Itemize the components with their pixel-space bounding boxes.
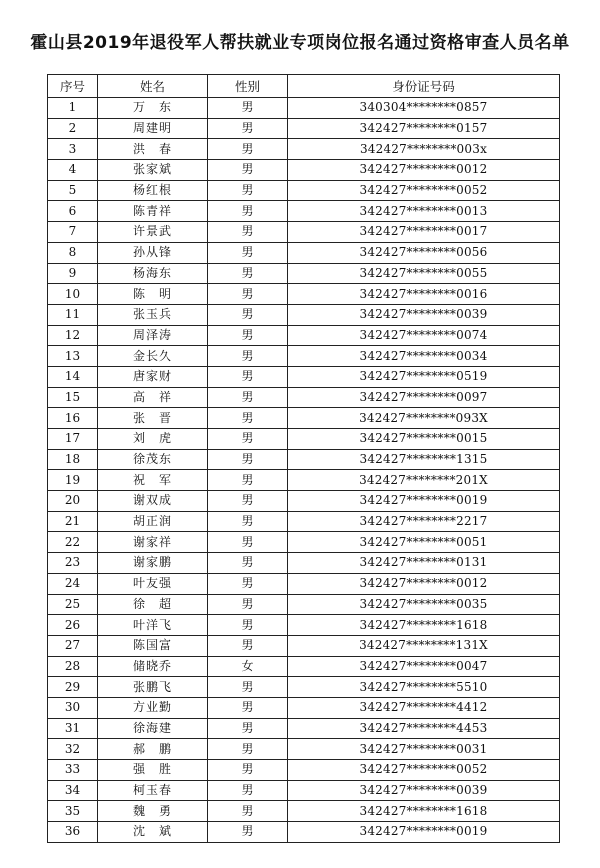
cell-serial-number: 28 [48,656,98,677]
cell-gender: 男 [208,408,288,429]
cell-name: 魏 勇 [98,801,208,822]
cell-serial-number: 8 [48,242,98,263]
cell-serial-number: 26 [48,615,98,636]
cell-id-number: 342427********0052 [288,180,560,201]
cell-name: 周建明 [98,118,208,139]
table-row [48,656,560,677]
cell-id-number: 342427********0012 [288,160,560,181]
cell-gender: 男 [208,594,288,615]
cell-serial-number: 33 [48,760,98,781]
table-row [48,594,560,615]
cell-id-number: 342427********0019 [288,822,560,843]
cell-name: 杨海东 [98,263,208,284]
cell-id-number: 342427********2217 [288,511,560,532]
cell-serial-number: 10 [48,284,98,305]
table-row [48,263,560,284]
cell-name: 谢家祥 [98,532,208,553]
cell-gender: 男 [208,553,288,574]
cell-id-number: 342427********201X [288,470,560,491]
cell-serial-number: 32 [48,739,98,760]
cell-gender: 男 [208,449,288,470]
cell-name: 陈青祥 [98,201,208,222]
table-row [48,553,560,574]
cell-serial-number: 2 [48,118,98,139]
cell-id-number: 342427********0047 [288,656,560,677]
cell-name: 洪 春 [98,139,208,160]
cell-gender: 男 [208,760,288,781]
cell-name: 唐家财 [98,366,208,387]
header-id-number: 身份证号码 [288,75,560,98]
cell-gender: 男 [208,532,288,553]
cell-name: 张家斌 [98,160,208,181]
cell-gender: 男 [208,325,288,346]
cell-id-number: 342427********0039 [288,304,560,325]
table-row [48,470,560,491]
cell-name: 谢双成 [98,491,208,512]
cell-id-number: 342427********0034 [288,346,560,367]
cell-id-number: 342427********0019 [288,491,560,512]
table-row [48,718,560,739]
cell-gender: 男 [208,346,288,367]
cell-gender: 男 [208,304,288,325]
table-row [48,429,560,450]
cell-gender: 男 [208,491,288,512]
cell-serial-number: 23 [48,553,98,574]
table-row [48,242,560,263]
cell-gender: 男 [208,180,288,201]
table-row [48,449,560,470]
header-gender: 性别 [208,75,288,98]
cell-serial-number: 3 [48,139,98,160]
cell-name: 徐 超 [98,594,208,615]
cell-name: 陈国富 [98,635,208,656]
cell-serial-number: 15 [48,387,98,408]
cell-gender: 男 [208,718,288,739]
header-name: 姓名 [98,75,208,98]
cell-name: 谢家鹏 [98,553,208,574]
table-row [48,304,560,325]
cell-id-number: 342427********4453 [288,718,560,739]
cell-name: 张 晋 [98,408,208,429]
table-row [48,98,560,119]
cell-name: 周泽涛 [98,325,208,346]
cell-name: 祝 军 [98,470,208,491]
cell-gender: 男 [208,222,288,243]
cell-id-number: 342427********0039 [288,780,560,801]
cell-serial-number: 9 [48,263,98,284]
table-row [48,491,560,512]
table-row [48,615,560,636]
cell-name: 胡正润 [98,511,208,532]
cell-gender: 男 [208,511,288,532]
cell-name: 陈 明 [98,284,208,305]
cell-name: 孙从锋 [98,242,208,263]
cell-name: 徐海建 [98,718,208,739]
cell-name: 徐茂东 [98,449,208,470]
cell-gender: 男 [208,739,288,760]
cell-gender: 男 [208,366,288,387]
table-row [48,284,560,305]
cell-id-number: 342427********0131 [288,553,560,574]
table-row [48,760,560,781]
cell-serial-number: 4 [48,160,98,181]
cell-name: 叶洋飞 [98,615,208,636]
cell-id-number: 342427********131X [288,635,560,656]
cell-id-number: 342427********0015 [288,429,560,450]
cell-gender: 男 [208,387,288,408]
cell-serial-number: 16 [48,408,98,429]
cell-id-number: 342427********5510 [288,677,560,698]
table-row [48,160,560,181]
table-row [48,532,560,553]
cell-gender: 男 [208,201,288,222]
cell-serial-number: 31 [48,718,98,739]
cell-gender: 男 [208,139,288,160]
cell-serial-number: 30 [48,697,98,718]
cell-gender: 男 [208,118,288,139]
cell-serial-number: 22 [48,532,98,553]
table-row [48,201,560,222]
table-row [48,511,560,532]
table-header-row [48,75,560,98]
cell-serial-number: 5 [48,180,98,201]
table-row [48,822,560,843]
cell-id-number: 342427********0051 [288,532,560,553]
table-row [48,325,560,346]
cell-gender: 男 [208,677,288,698]
cell-id-number: 342427********0016 [288,284,560,305]
cell-serial-number: 18 [48,449,98,470]
cell-id-number: 342427********4412 [288,697,560,718]
cell-id-number: 342427********1618 [288,615,560,636]
cell-serial-number: 7 [48,222,98,243]
table-row [48,222,560,243]
cell-gender: 男 [208,429,288,450]
cell-id-number: 342427********0157 [288,118,560,139]
cell-id-number: 342427********0017 [288,222,560,243]
table-row [48,739,560,760]
cell-id-number: 342427********0012 [288,573,560,594]
cell-serial-number: 29 [48,677,98,698]
cell-serial-number: 24 [48,573,98,594]
table-row [48,677,560,698]
cell-gender: 男 [208,573,288,594]
cell-id-number: 342427********1618 [288,801,560,822]
cell-name: 许景武 [98,222,208,243]
table-row [48,801,560,822]
table-row [48,780,560,801]
cell-id-number: 342427********0055 [288,263,560,284]
table-row [48,118,560,139]
cell-serial-number: 12 [48,325,98,346]
cell-name: 郝 鹏 [98,739,208,760]
cell-serial-number: 19 [48,470,98,491]
cell-gender: 男 [208,242,288,263]
cell-id-number: 342427********0035 [288,594,560,615]
table-row [48,408,560,429]
table-row [48,387,560,408]
cell-serial-number: 1 [48,98,98,119]
cell-name: 叶友强 [98,573,208,594]
cell-id-number: 342427********0013 [288,201,560,222]
cell-id-number: 342427********1315 [288,449,560,470]
cell-serial-number: 20 [48,491,98,512]
cell-gender: 男 [208,697,288,718]
cell-gender: 男 [208,615,288,636]
page-title: 霍山县2019年退役军人帮扶就业专项岗位报名通过资格审查人员名单 [30,33,570,53]
table-row [48,346,560,367]
table-row [48,635,560,656]
cell-gender: 女 [208,656,288,677]
cell-id-number: 342427********0052 [288,760,560,781]
table-row [48,573,560,594]
table-row [48,139,560,160]
cell-name: 强 胜 [98,760,208,781]
table-row [48,697,560,718]
cell-gender: 男 [208,98,288,119]
cell-name: 柯玉春 [98,780,208,801]
cell-id-number: 342427********0031 [288,739,560,760]
cell-gender: 男 [208,822,288,843]
cell-id-number: 340304********0857 [288,98,560,119]
cell-serial-number: 13 [48,346,98,367]
cell-name: 方业勤 [98,697,208,718]
cell-serial-number: 36 [48,822,98,843]
cell-id-number: 342427********093X [288,408,560,429]
cell-gender: 男 [208,780,288,801]
cell-gender: 男 [208,470,288,491]
cell-serial-number: 25 [48,594,98,615]
cell-serial-number: 35 [48,801,98,822]
table-row [48,366,560,387]
cell-name: 沈 斌 [98,822,208,843]
cell-serial-number: 17 [48,429,98,450]
header-serial-number: 序号 [48,75,98,98]
cell-name: 万 东 [98,98,208,119]
cell-serial-number: 21 [48,511,98,532]
table-body [48,98,560,843]
cell-id-number: 342427********003x [288,139,560,160]
cell-id-number: 342427********0056 [288,242,560,263]
cell-id-number: 342427********0097 [288,387,560,408]
cell-id-number: 342427********0074 [288,325,560,346]
cell-gender: 男 [208,160,288,181]
cell-name: 张鹏飞 [98,677,208,698]
cell-name: 张玉兵 [98,304,208,325]
cell-gender: 男 [208,284,288,305]
cell-name: 金长久 [98,346,208,367]
cell-name: 高 祥 [98,387,208,408]
cell-serial-number: 14 [48,366,98,387]
roster-table [47,74,560,843]
cell-name: 杨红根 [98,180,208,201]
cell-serial-number: 11 [48,304,98,325]
cell-name: 储晓乔 [98,656,208,677]
cell-gender: 男 [208,801,288,822]
cell-id-number: 342427********0519 [288,366,560,387]
table-row [48,180,560,201]
cell-gender: 男 [208,635,288,656]
cell-serial-number: 34 [48,780,98,801]
cell-gender: 男 [208,263,288,284]
cell-name: 刘 虎 [98,429,208,450]
cell-serial-number: 27 [48,635,98,656]
cell-serial-number: 6 [48,201,98,222]
